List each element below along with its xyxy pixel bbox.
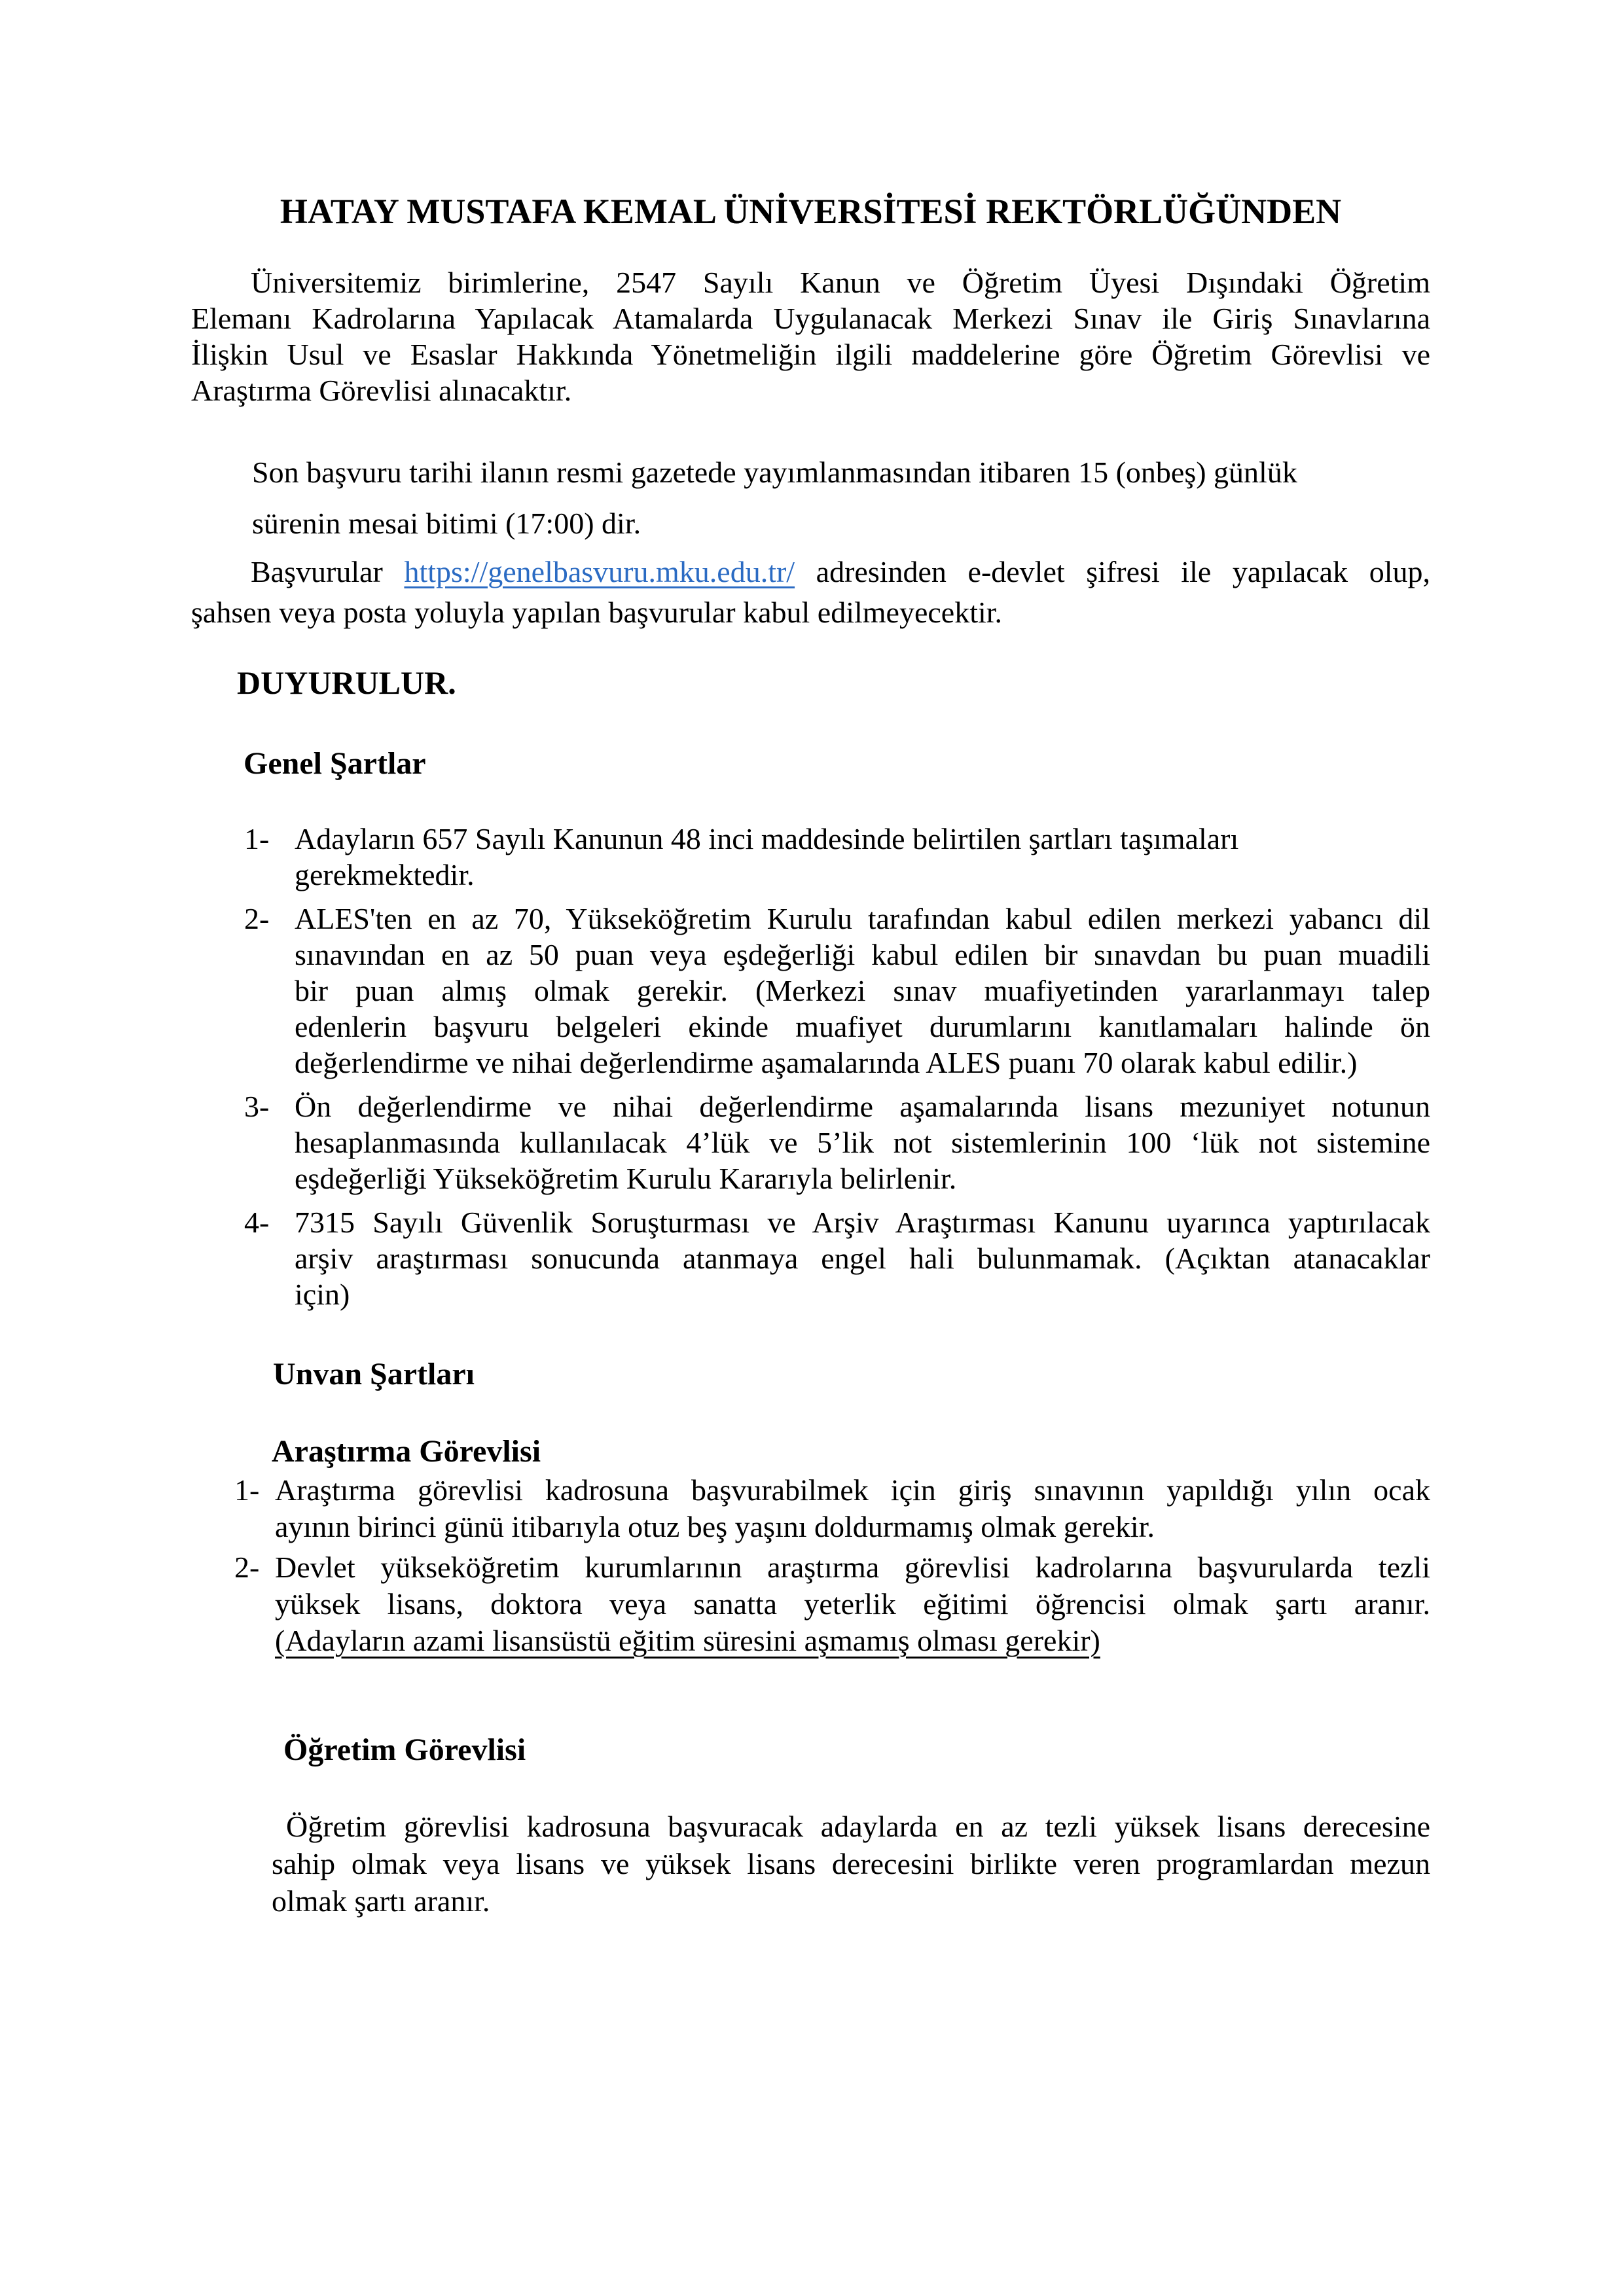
list-item — [191, 1549, 1430, 1659]
text-line: İlişkin Usul ve Esaslar Hakkında Yönetmeliğin ilgili maddelerine göre Öğretim Görevlisi ve — [191, 338, 1430, 371]
application-text-prefix: Başvurular — [251, 555, 405, 588]
list-item-number: 1- — [234, 1473, 260, 1507]
title-conditions-heading: Unvan Şartları — [273, 1357, 475, 1391]
document-title: HATAY MUSTAFA KEMAL ÜNİVERSİTESİ REKTÖRLÜĞÜNDEN — [280, 192, 1342, 231]
text-line: Devlet yükseköğretim kurumlarının araştırma görevlisi kadrolarına başvurularda tezli — [275, 1551, 1430, 1584]
text-line: ALES'ten en az 70, Yükseköğretim Kurulu tarafından kabul edilen merkezi yabancı dil — [295, 902, 1430, 935]
text-line: Son başvuru tarihi ilanın resmi gazetede yayımlanmasından itibaren 15 (onbeş) günlük — [252, 456, 1297, 489]
general-conditions-heading: Genel Şartlar — [244, 746, 426, 781]
list-item — [191, 901, 1430, 1081]
text-line: Öğretim görevlisi kadrosuna başvuracak adaylarda en az tezli yüksek lisans derecesine — [286, 1810, 1430, 1843]
text-line: edenlerin başvuru belgeleri ekinde muafiyet durumlarını kanıtlamaları halinde ön — [295, 1010, 1430, 1043]
announcement-heading: DUYURULUR. — [237, 664, 456, 701]
text-line: şahsen veya posta yoluyla yapılan başvurular kabul edilmeyecektir. — [191, 596, 1003, 629]
list-item — [191, 1088, 1430, 1196]
general-conditions-list — [191, 821, 1430, 1312]
document-content — [191, 0, 1430, 2296]
text-line: ayının birinci günü itibarıyla otuz beş yaşını doldurmamış olmak gerekir. — [275, 1510, 1155, 1543]
text-line: sahip olmak veya lisans ve yüksek lisans derecesini birlikte veren programlardan mezun — [272, 1847, 1430, 1880]
list-item-number: 2- — [244, 902, 270, 935]
list-item-text — [275, 1472, 1430, 1545]
list-item-number: 3- — [244, 1090, 270, 1123]
research-assistant-heading: Araştırma Görevlisi — [272, 1434, 541, 1469]
list-item-text — [295, 1204, 1430, 1312]
list-item — [191, 1204, 1430, 1312]
text-line: değerlendirme ve nihai değerlendirme aşamalarında ALES puanı 70 olarak kabul edilir.) — [295, 1046, 1358, 1079]
text-line: Araştırma görevlisi kadrosuna başvurabilmek için giriş sınavının yapıldığı yılın ocak — [275, 1473, 1430, 1507]
paragraph-application — [191, 552, 1430, 633]
list-item-text — [295, 821, 1430, 893]
list-item-text — [275, 1549, 1430, 1659]
text-line: Adayların 657 Sayılı Kanunun 48 inci maddesinde belirtilen şartları taşımaları — [295, 822, 1239, 855]
text-line: yüksek lisans, doktora veya sanatta yeterlik eğitimi öğrencisi olmak şartı aranır. — [275, 1587, 1430, 1621]
paragraph-deadline — [252, 447, 1297, 549]
text-line: sürenin mesai bitimi (17:00) dir. — [252, 507, 641, 540]
text-line: hesaplanmasında kullanılacak 4’lük ve 5’lik not sistemlerinin 100 ‘lük not sistemine — [295, 1126, 1430, 1159]
text-line: bir puan almış olmak gerekir. (Merkezi sınav muafiyetinden yararlanmayı talep — [295, 974, 1430, 1007]
lecturer-heading: Öğretim Görevlisi — [283, 1732, 526, 1767]
list-item-text — [295, 901, 1430, 1081]
text-line: Araştırma Görevlisi alınacaktır. — [191, 374, 572, 407]
paragraph-lecturer — [272, 1808, 1430, 1920]
application-text-suffix: adresinden e-devlet şifresi ile yapılacak olup, — [795, 555, 1430, 588]
text-line: sınavından en az 50 puan veya eşdeğerliği kabul edilen bir sınavdan bu puan muadili — [295, 938, 1430, 971]
list-item — [191, 821, 1430, 893]
text-line: Ön değerlendirme ve nihai değerlendirme aşamalarında lisans mezuniyet notunun — [295, 1090, 1430, 1123]
research-assistant-list — [191, 1472, 1430, 1659]
text-line: Elemanı Kadrolarına Yapılacak Atamalarda Uygulanacak Merkezi Sınav ile Giriş Sınavlarına — [191, 302, 1430, 335]
text-line: Üniversitemiz birimlerine, 2547 Sayılı Kanun ve Öğretim Üyesi Dışındaki Öğretim — [251, 266, 1430, 299]
text-line — [191, 552, 1430, 592]
list-item-number: 1- — [244, 822, 270, 855]
text-line: için) — [295, 1278, 350, 1311]
text-line: eşdeğerliği Yükseköğretim Kurulu Kararıyla belirlenir. — [295, 1162, 957, 1195]
text-line: gerekmektedir. — [295, 858, 475, 891]
text-line: olmak şartı aranır. — [272, 1884, 490, 1918]
text-line: 7315 Sayılı Güvenlik Soruşturması ve Arşiv Araştırması Kanunu uyarınca yaptırılacak — [295, 1206, 1430, 1239]
list-item-number: 2- — [234, 1551, 260, 1584]
application-url-link[interactable]: https://genelbasvuru.mku.edu.tr/ — [404, 555, 795, 588]
text-line-underlined: (Adayların azami lisansüstü eğitim süresini aşmamış olması gerekir) — [275, 1624, 1100, 1657]
text-line: arşiv araştırması sonucunda atanmaya engel hali bulunmamak. (Açıktan atanacaklar — [295, 1242, 1430, 1275]
list-item-text — [295, 1088, 1430, 1196]
list-item-number: 4- — [244, 1206, 270, 1239]
list-item — [191, 1472, 1430, 1545]
paragraph-intro — [191, 264, 1430, 408]
